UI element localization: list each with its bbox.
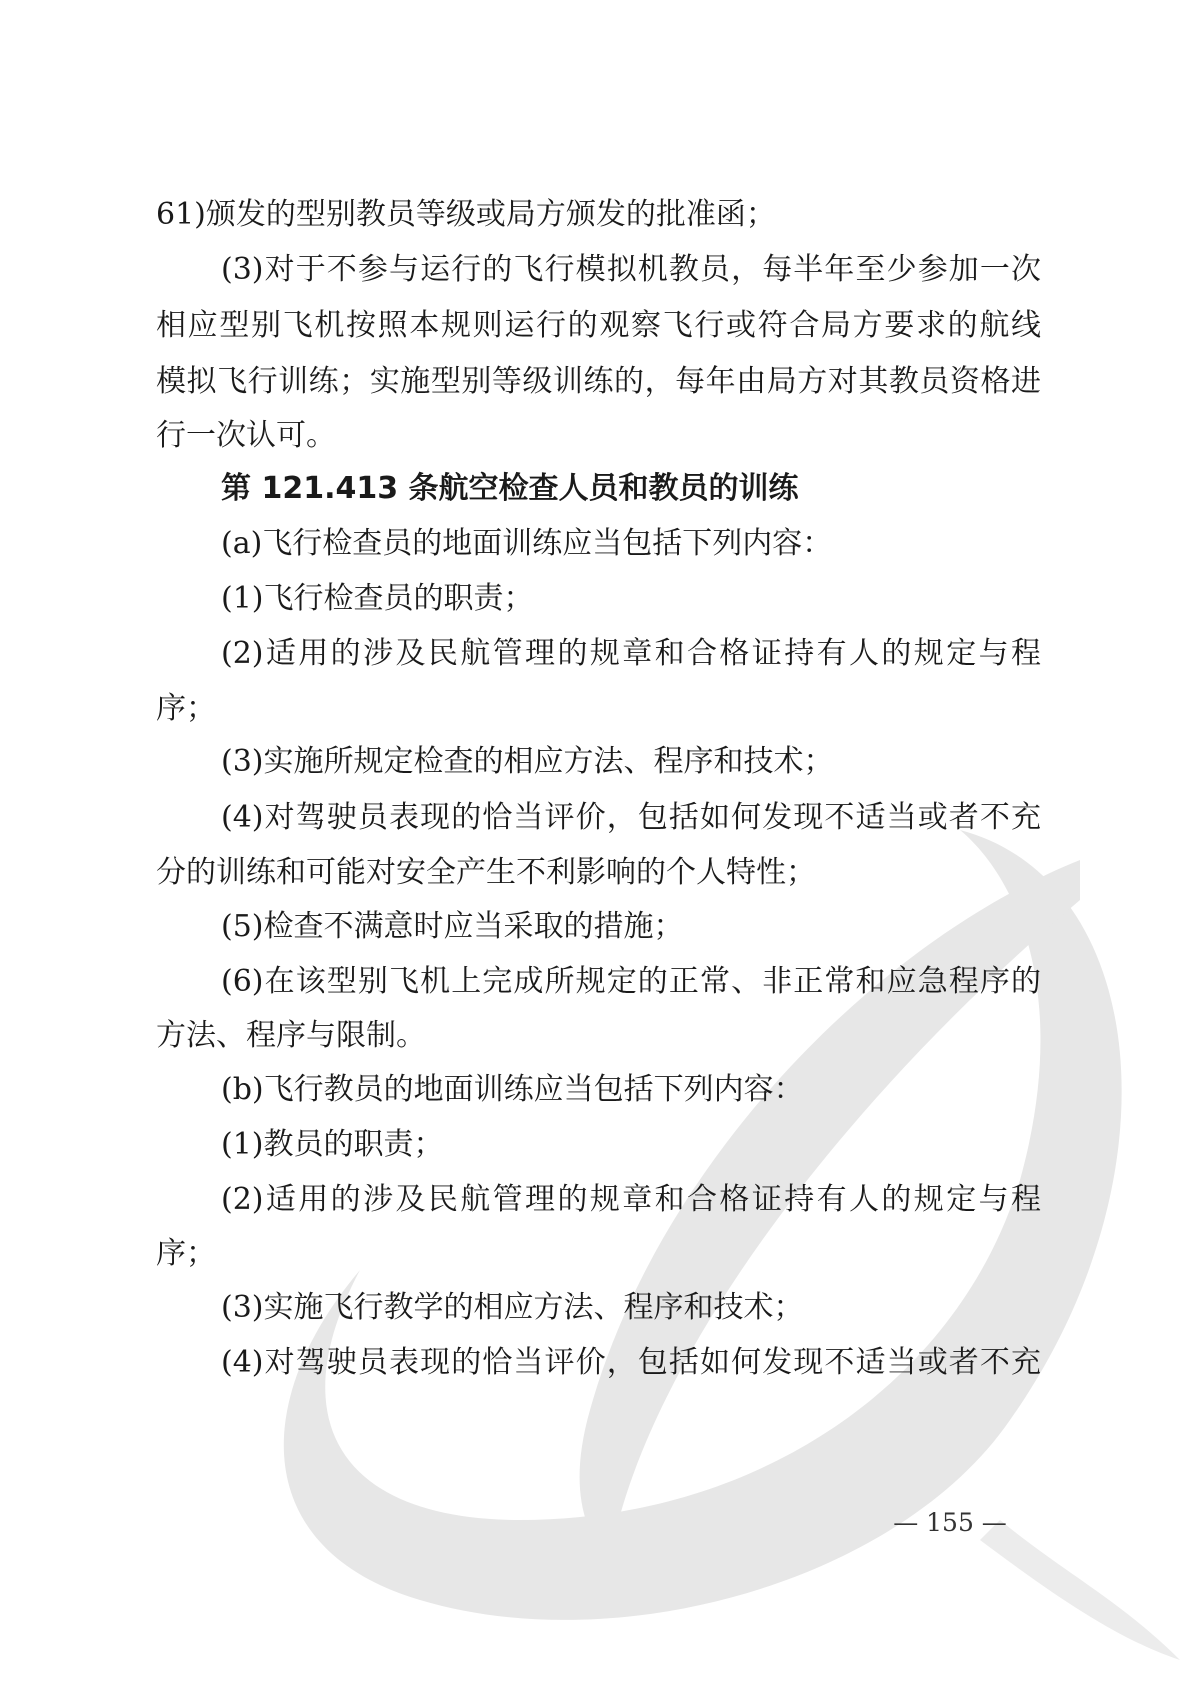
- text-line-7: (a)飞行检查员的地面训练应当包括下列内容：: [221, 526, 833, 561]
- text-line-11: (3)实施所规定检查的相应方法、程序和技术；: [221, 744, 834, 779]
- text-line-13: 分的训练和可能对安全产生不利影响的个人特性；: [156, 855, 816, 890]
- text-line-19: (2)适用的涉及民航管理的规章和合格证持有人的规定与程: [221, 1182, 1041, 1217]
- text-line-21: (3)实施飞行教学的相应方法、程序和技术；: [221, 1290, 804, 1325]
- text-line-22: (4)对驾驶员表现的恰当评价，包括如何发现不适当或者不充: [221, 1345, 1041, 1380]
- text-line-2: (3)对于不参与运行的飞行模拟机教员，每半年至少参加一次: [221, 252, 1041, 287]
- text-line-8: (1)飞行检查员的职责；: [221, 581, 534, 616]
- text-line-3: 相应型别飞机按照本规则运行的观察飞行或符合局方要求的航线: [156, 308, 1041, 343]
- text-line-1: 61)颁发的型别教员等级或局方颁发的批准函；: [156, 197, 776, 232]
- text-line-4: 模拟飞行训练；实施型别等级训练的，每年由局方对其教员资格进: [156, 364, 1041, 399]
- watermark-arc-tail: [980, 1520, 1180, 1660]
- text-line-10: 序；: [156, 691, 216, 726]
- text-line-16: 方法、程序与限制。: [156, 1018, 426, 1053]
- page-number: — 155 —: [893, 1508, 1007, 1537]
- text-line-20: 序；: [156, 1236, 216, 1271]
- text-line-9: (2)适用的涉及民航管理的规章和合格证持有人的规定与程: [221, 636, 1041, 671]
- text-line-12: (4)对驾驶员表现的恰当评价，包括如何发现不适当或者不充: [221, 800, 1041, 835]
- section-heading: 第 121.413 条航空检查人员和教员的训练: [221, 471, 799, 506]
- text-line-15: (6)在该型别飞机上完成所规定的正常、非正常和应急程序的: [221, 964, 1041, 999]
- text-line-14: (5)检查不满意时应当采取的措施；: [221, 909, 684, 944]
- text-line-18: (1)教员的职责；: [221, 1127, 444, 1162]
- text-line-17: (b)飞行教员的地面训练应当包括下列内容：: [221, 1072, 804, 1107]
- text-line-5: 行一次认可。: [156, 418, 336, 453]
